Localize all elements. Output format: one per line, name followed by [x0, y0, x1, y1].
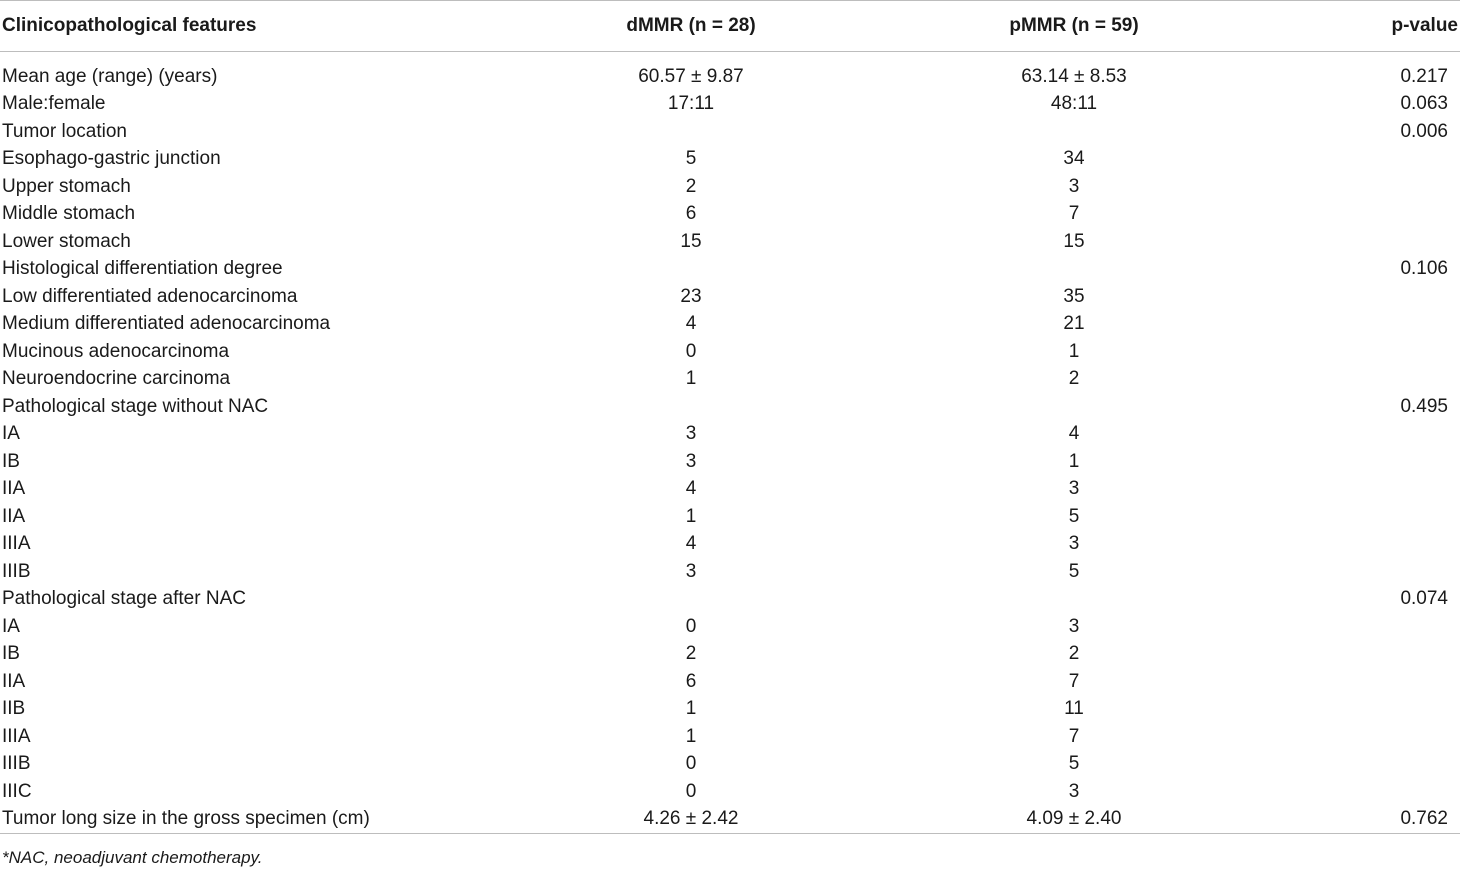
- row-dmmr-cell: 4: [685, 313, 697, 335]
- table-row: [0, 668, 1460, 696]
- row-pmmr-cell: 48:11: [1050, 93, 1098, 115]
- row-pvalue-cell: 0.495: [1400, 395, 1448, 417]
- row-pmmr-cell: [882, 118, 1266, 146]
- row-dmmr-cell: 4: [685, 533, 697, 555]
- table-body: [0, 52, 1460, 834]
- row-pmmr-cell: 5: [1068, 505, 1080, 527]
- table-row: [0, 530, 1460, 558]
- row-dmmr-cell: [500, 255, 882, 283]
- row-label-cell: IA: [2, 615, 20, 637]
- row-pvalue-cell: [1266, 558, 1460, 586]
- table-row: [0, 640, 1460, 668]
- row-pvalue-cell: [1266, 613, 1460, 641]
- row-label-cell: Mucinous adenocarcinoma: [2, 340, 230, 362]
- row-label-cell: IIA: [2, 478, 26, 500]
- row-dmmr-cell: [500, 393, 882, 421]
- header-pvalue: p-value: [1266, 1, 1460, 52]
- table-row: [0, 750, 1460, 778]
- row-pmmr-cell: 21: [1063, 313, 1085, 335]
- header-row: [0, 1, 1460, 52]
- row-pmmr-cell: [882, 255, 1266, 283]
- row-pmmr-cell: 11: [1064, 698, 1084, 720]
- row-pmmr-cell: 7: [1068, 203, 1080, 225]
- table-row: [0, 338, 1460, 366]
- row-label-cell: IA: [2, 423, 20, 445]
- table-row: [0, 118, 1460, 146]
- row-label-cell: Middle stomach: [2, 203, 136, 225]
- table-row: [0, 255, 1460, 283]
- row-dmmr-cell: 0: [685, 753, 697, 775]
- table-row: [0, 310, 1460, 338]
- row-dmmr-cell: 15: [680, 230, 702, 252]
- table-header: [0, 1, 1460, 52]
- row-pmmr-cell: 2: [1068, 368, 1080, 390]
- row-label-cell: Histological differentiation degree: [2, 258, 283, 280]
- table-row: [0, 173, 1460, 201]
- row-pmmr-cell: 3: [1068, 780, 1080, 802]
- row-pvalue-cell: [1266, 778, 1460, 806]
- row-pmmr-cell: 5: [1068, 560, 1080, 582]
- row-pvalue-cell: [1266, 750, 1460, 778]
- table-row: [0, 365, 1460, 393]
- row-label-cell: Medium differentiated adenocarcinoma: [2, 313, 331, 335]
- row-pvalue-cell: [1266, 283, 1460, 311]
- table-spacer: [0, 52, 1460, 63]
- row-dmmr-cell: 1: [685, 368, 697, 390]
- row-pvalue-cell: 0.106: [1400, 258, 1448, 280]
- row-pvalue-cell: [1266, 145, 1460, 173]
- row-label-cell: IIA: [2, 670, 26, 692]
- row-label-cell: IIIB: [2, 753, 31, 775]
- row-pvalue-cell: [1266, 173, 1460, 201]
- row-pmmr-cell: 7: [1068, 725, 1080, 747]
- header-dmmr: dMMR (n = 28): [500, 1, 882, 52]
- table-row: [0, 228, 1460, 256]
- row-dmmr-cell: 4: [685, 478, 697, 500]
- row-dmmr-cell: 0: [685, 615, 697, 637]
- row-pvalue-cell: [1266, 420, 1460, 448]
- row-pvalue-cell: 0.006: [1400, 120, 1448, 142]
- row-pmmr-cell: 35: [1063, 285, 1085, 307]
- table-row: [0, 393, 1460, 421]
- table-row: [0, 503, 1460, 531]
- row-dmmr-cell: 23: [680, 285, 702, 307]
- table-row: [0, 475, 1460, 503]
- row-dmmr-cell: 60.57 ± 9.87: [638, 65, 744, 87]
- table-row: [0, 585, 1460, 613]
- row-pmmr-cell: 1: [1068, 340, 1080, 362]
- row-pmmr-cell: 3: [1068, 615, 1080, 637]
- row-label-cell: Pathological stage after NAC: [2, 588, 246, 610]
- row-dmmr-cell: 3: [685, 560, 697, 582]
- row-pvalue-cell: [1266, 695, 1460, 723]
- row-dmmr-cell: 1: [685, 725, 697, 747]
- row-pvalue-cell: [1266, 448, 1460, 476]
- row-pmmr-cell: [882, 393, 1266, 421]
- row-pmmr-cell: 7: [1068, 670, 1080, 692]
- table-row: [0, 805, 1460, 833]
- row-pvalue-cell: [1266, 475, 1460, 503]
- row-label-cell: Male:female: [2, 93, 106, 115]
- row-dmmr-cell: 4.26 ± 2.42: [500, 805, 882, 833]
- table-row: [0, 90, 1460, 118]
- row-pvalue-cell: [1266, 365, 1460, 393]
- row-pvalue-cell: 0.762: [1266, 805, 1460, 833]
- row-pmmr-cell: 63.14 ± 8.53: [1021, 65, 1127, 87]
- row-pvalue-cell: [1266, 530, 1460, 558]
- row-dmmr-cell: [500, 118, 882, 146]
- row-pvalue-cell: [1266, 228, 1460, 256]
- row-label-cell: IB: [2, 643, 20, 665]
- row-dmmr-cell: 0: [685, 780, 697, 802]
- row-label-cell: IIB: [2, 698, 26, 720]
- table-row: [0, 613, 1460, 641]
- header-pmmr: pMMR (n = 59): [882, 1, 1266, 52]
- row-dmmr-cell: 1: [685, 505, 697, 527]
- row-label-cell: IIIC: [2, 780, 32, 802]
- row-dmmr-cell: 5: [685, 148, 697, 170]
- row-label-cell: Mean age (range) (years): [2, 65, 218, 87]
- row-label-cell: IB: [2, 450, 20, 472]
- row-dmmr-cell: 0: [685, 340, 697, 362]
- row-label-cell: Upper stomach: [2, 175, 131, 197]
- row-pmmr-cell: 3: [1068, 478, 1080, 500]
- row-pvalue-cell: [1266, 310, 1460, 338]
- row-label-cell: IIIA: [2, 725, 31, 747]
- row-pmmr-cell: 3: [1068, 533, 1080, 555]
- table-row: [0, 63, 1460, 91]
- row-label-cell: Tumor location: [2, 120, 127, 142]
- row-dmmr-cell: 2: [685, 175, 697, 197]
- row-dmmr-cell: 3: [685, 450, 697, 472]
- table-row: [0, 558, 1460, 586]
- row-pmmr-cell: 1: [1068, 450, 1080, 472]
- row-dmmr-cell: 6: [685, 203, 697, 225]
- row-pvalue-cell: 0.217: [1400, 65, 1448, 87]
- table-row: [0, 283, 1460, 311]
- row-pvalue-cell: 0.063: [1400, 93, 1448, 115]
- row-label-cell: Low differentiated adenocarcinoma: [2, 285, 298, 307]
- table-row: [0, 420, 1460, 448]
- row-pmmr-cell: 2: [1068, 643, 1080, 665]
- row-pvalue-cell: [1266, 200, 1460, 228]
- row-pvalue-cell: [1266, 503, 1460, 531]
- row-pmmr-cell: 4: [1068, 423, 1080, 445]
- row-label-cell: IIIA: [2, 533, 31, 555]
- row-pvalue-cell: [1266, 668, 1460, 696]
- row-pvalue-cell: 0.074: [1400, 588, 1448, 610]
- row-label-cell: Lower stomach: [2, 230, 131, 252]
- row-pmmr-cell: 3: [1068, 175, 1080, 197]
- table-row: [0, 448, 1460, 476]
- row-pmmr-cell: 5: [1068, 753, 1080, 775]
- row-pmmr-cell: 34: [1063, 148, 1085, 170]
- table-footnote: *NAC, neoadjuvant chemotherapy.: [2, 848, 263, 867]
- row-pmmr-cell: 4.09 ± 2.40: [882, 805, 1266, 833]
- row-label-cell: IIIB: [2, 560, 31, 582]
- row-pmmr-cell: 15: [1063, 230, 1085, 252]
- header-features: Clinicopathological features: [0, 1, 500, 52]
- row-dmmr-cell: 2: [685, 643, 697, 665]
- row-label-cell: Neuroendocrine carcinoma: [2, 368, 231, 390]
- table-row: [0, 723, 1460, 751]
- row-label-cell: IIA: [2, 505, 26, 527]
- row-dmmr-cell: [500, 585, 882, 613]
- row-label-cell: Pathological stage without NAC: [2, 395, 269, 417]
- row-pvalue-cell: [1266, 723, 1460, 751]
- row-pvalue-cell: [1266, 338, 1460, 366]
- row-pmmr-cell: [882, 585, 1266, 613]
- row-dmmr-cell: 3: [685, 423, 697, 445]
- row-dmmr-cell: 1: [685, 698, 697, 720]
- row-pvalue-cell: [1266, 640, 1460, 668]
- row-dmmr-cell: 6: [685, 670, 697, 692]
- row-dmmr-cell: 17:11: [667, 93, 715, 115]
- table-row: [0, 200, 1460, 228]
- table-row: [0, 778, 1460, 806]
- table-row: [0, 695, 1460, 723]
- row-label-cell: Tumor long size in the gross specimen (cm): [0, 805, 500, 833]
- row-label-cell: Esophago-gastric junction: [2, 148, 221, 170]
- table-row: [0, 145, 1460, 173]
